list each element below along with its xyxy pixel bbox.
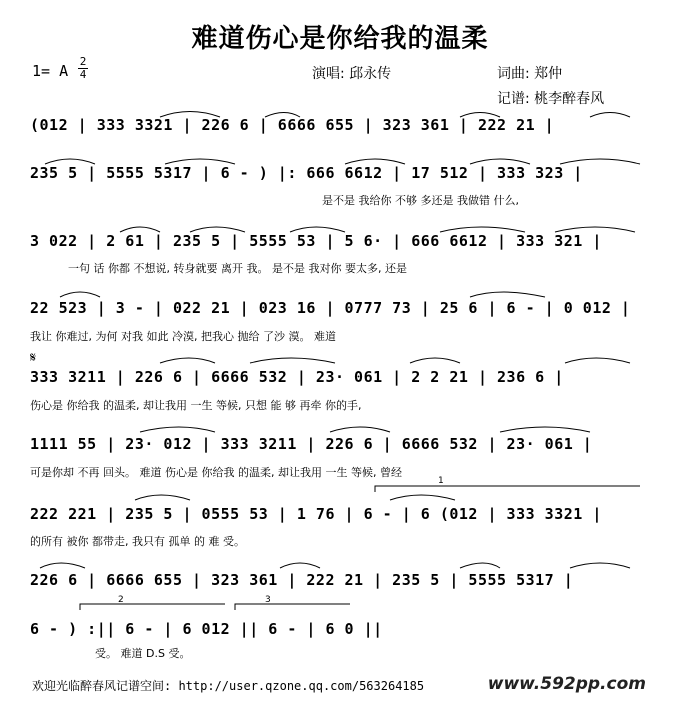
singer-credit: 演唱: 邱永传: [312, 66, 392, 82]
notation-row-8: 226 6 | 6666 655 | 323 361 | 222 21 | 235 5 | 5555 5317 |: [30, 571, 574, 589]
volta-three: 3: [265, 595, 271, 605]
lyrics-row-9: 受。 难道 D.S 受。: [95, 647, 191, 660]
score-title: 难道伤心是你给我的温柔: [191, 24, 489, 54]
lyrics-row-5: 伤心是 你给我 的温柔, 却让我用 一生 等候, 只想 能 够 再牵 你的手,: [30, 399, 362, 412]
notation-row-7: 222 221 | 235 5 | 0555 53 | 1 76 | 6 - | 6 (012 | 333 3321 |: [30, 505, 602, 523]
lyrics-row-2: 是不是 我给你 不够 多还是 我做错 什么,: [322, 194, 519, 207]
key-signature: 1= A: [32, 62, 69, 80]
notation-row-3: 3 022 | 2 61 | 235 5 | 5555 53 | 5 6· | 666 6612 | 333 321 |: [30, 232, 602, 250]
time-signature-top: 2: [79, 55, 87, 68]
notation-row-1: (012 | 333 3321 | 226 6 | 6666 655 | 323 361 | 222 21 |: [30, 116, 555, 134]
lyrics-row-4: 我让 你难过, 为何 对我 如此 冷漠, 把我心 抛给 了沙 漠。 难道: [30, 330, 336, 343]
lyrics-row-3: 一句 话 你都 不想说, 转身就要 离开 我。 是不是 我对你 要太多, 还是: [68, 262, 407, 275]
watermark-brand: www.592pp.com: [487, 674, 646, 694]
lyrics-row-7: 的所有 被你 都带走, 我只有 孤单 的 难 受。: [30, 535, 245, 548]
volta-one: 1: [438, 476, 444, 486]
notation-row-2: 235 5 | 5555 5317 | 6 - ) |: 666 6612 | 17 512 | 333 323 |: [30, 164, 583, 182]
segno-sign: 𝄋: [30, 350, 37, 366]
lyrics-row-6: 可是你却 不再 回头。 难道 伤心是 你给我 的温柔, 却让我用 一生 等候, 曾经: [30, 466, 402, 479]
notation-row-4: 22 523 | 3 - | 022 21 | 023 16 | 0777 73 | 25 6 | 6 - | 0 012 |: [30, 299, 631, 317]
notation-row-9: 6 - ) :|| 6 - | 6 012 || 6 - | 6 0 ||: [30, 620, 383, 638]
time-signature-bottom: 4: [79, 68, 87, 81]
notation-row-6: 1111 55 | 23· 012 | 333 3211 | 226 6 | 6666 532 | 23· 061 |: [30, 435, 593, 453]
transcriber-credit: 记谱: 桃李醉春风: [497, 91, 605, 107]
volta-two: 2: [118, 595, 124, 605]
footer-link[interactable]: 欢迎光临醉春风记谱空间: http://user.qzone.qq.com/563264185: [32, 679, 425, 693]
notation-row-5: 333 3211 | 226 6 | 6666 532 | 23· 061 | 2 2 21 | 236 6 |: [30, 368, 564, 386]
composer-credit: 词曲: 郑仲: [497, 66, 563, 82]
